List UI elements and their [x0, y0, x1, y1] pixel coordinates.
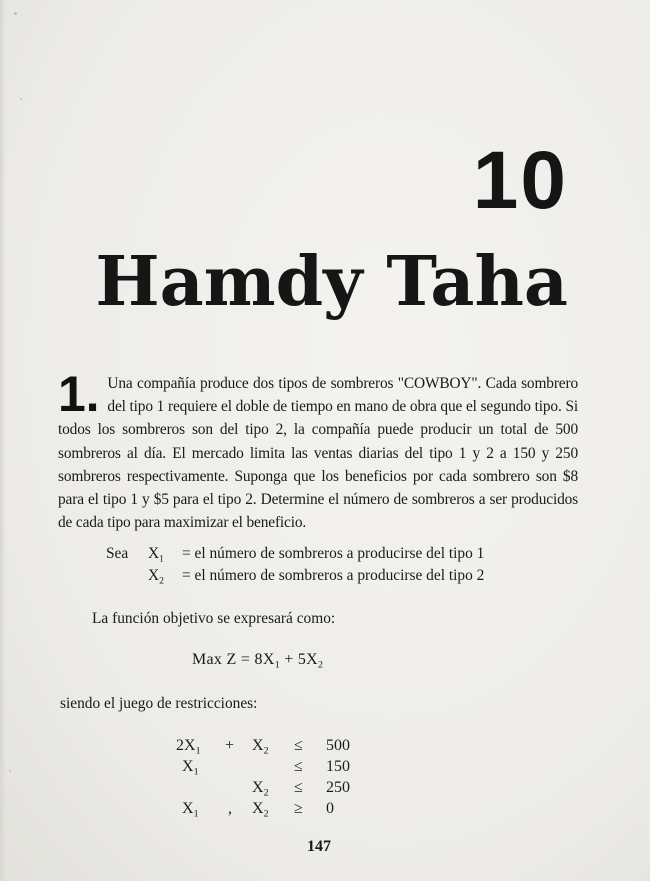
constraints-label: siendo el juego de restricciones:: [60, 695, 258, 712]
definition-row-1: [106, 543, 484, 565]
constraint-set: [176, 735, 376, 819]
definition-lead: Sea: [106, 545, 129, 562]
page-edge-shadow: [0, 0, 6, 881]
objective-equation: Max $Z = 8X_1 + 5X_2$: [192, 651, 324, 671]
definition-variable: $X_2$: [148, 567, 164, 587]
paper-speck: [20, 98, 22, 100]
definition-row-2: [106, 565, 484, 587]
chapter-title: Hamdy Taha: [95, 242, 568, 322]
page-number: 147: [307, 838, 331, 855]
paper-speck: [9, 770, 11, 772]
constraint-row: $X_1$ , $X_2$ ≥ 0: [182, 800, 334, 820]
paper-speck: [14, 12, 17, 15]
constraint-row: $X_1$ ≤ 150: [182, 758, 350, 778]
variable-definitions: [106, 543, 484, 587]
problem-number: 1.: [58, 366, 100, 422]
definition-text: = el número de sombreros a producirse del tipo 1: [182, 545, 485, 562]
definition-variable: $X_1$: [148, 545, 164, 565]
constraint-row: $X_2$ ≤ 250: [252, 779, 350, 799]
definition-text: = el número de sombreros a producirse del tipo 2: [182, 567, 485, 584]
chapter-number: 10: [472, 135, 568, 226]
objective-label: La función objetivo se expresará como:: [92, 610, 336, 627]
constraint-row: $2X_1$ + $X_2$ ≤ 500: [176, 737, 350, 757]
problem-statement: [58, 366, 578, 534]
problem-text: Una compañía produce dos tipos de sombreros "COWBOY". Cada sombrero del tipo 1 requiere el doble de tiempo en mano de obra que el segundo tipo. Si todos los sombreros son del tipo 2, la compañía puede producir un total de 500 sombreros al día. El mercado limita las ventas diarias del tipo 1 y 2 a 150 y 250 sombreros respectivamente. Suponga que los beneficios por cada sombrero son $8 para el tipo 1 y $5 para el tipo 2. Determine el número de sombreros a ser producidos de cada tipo para maximizar el beneficio.: [58, 375, 578, 532]
